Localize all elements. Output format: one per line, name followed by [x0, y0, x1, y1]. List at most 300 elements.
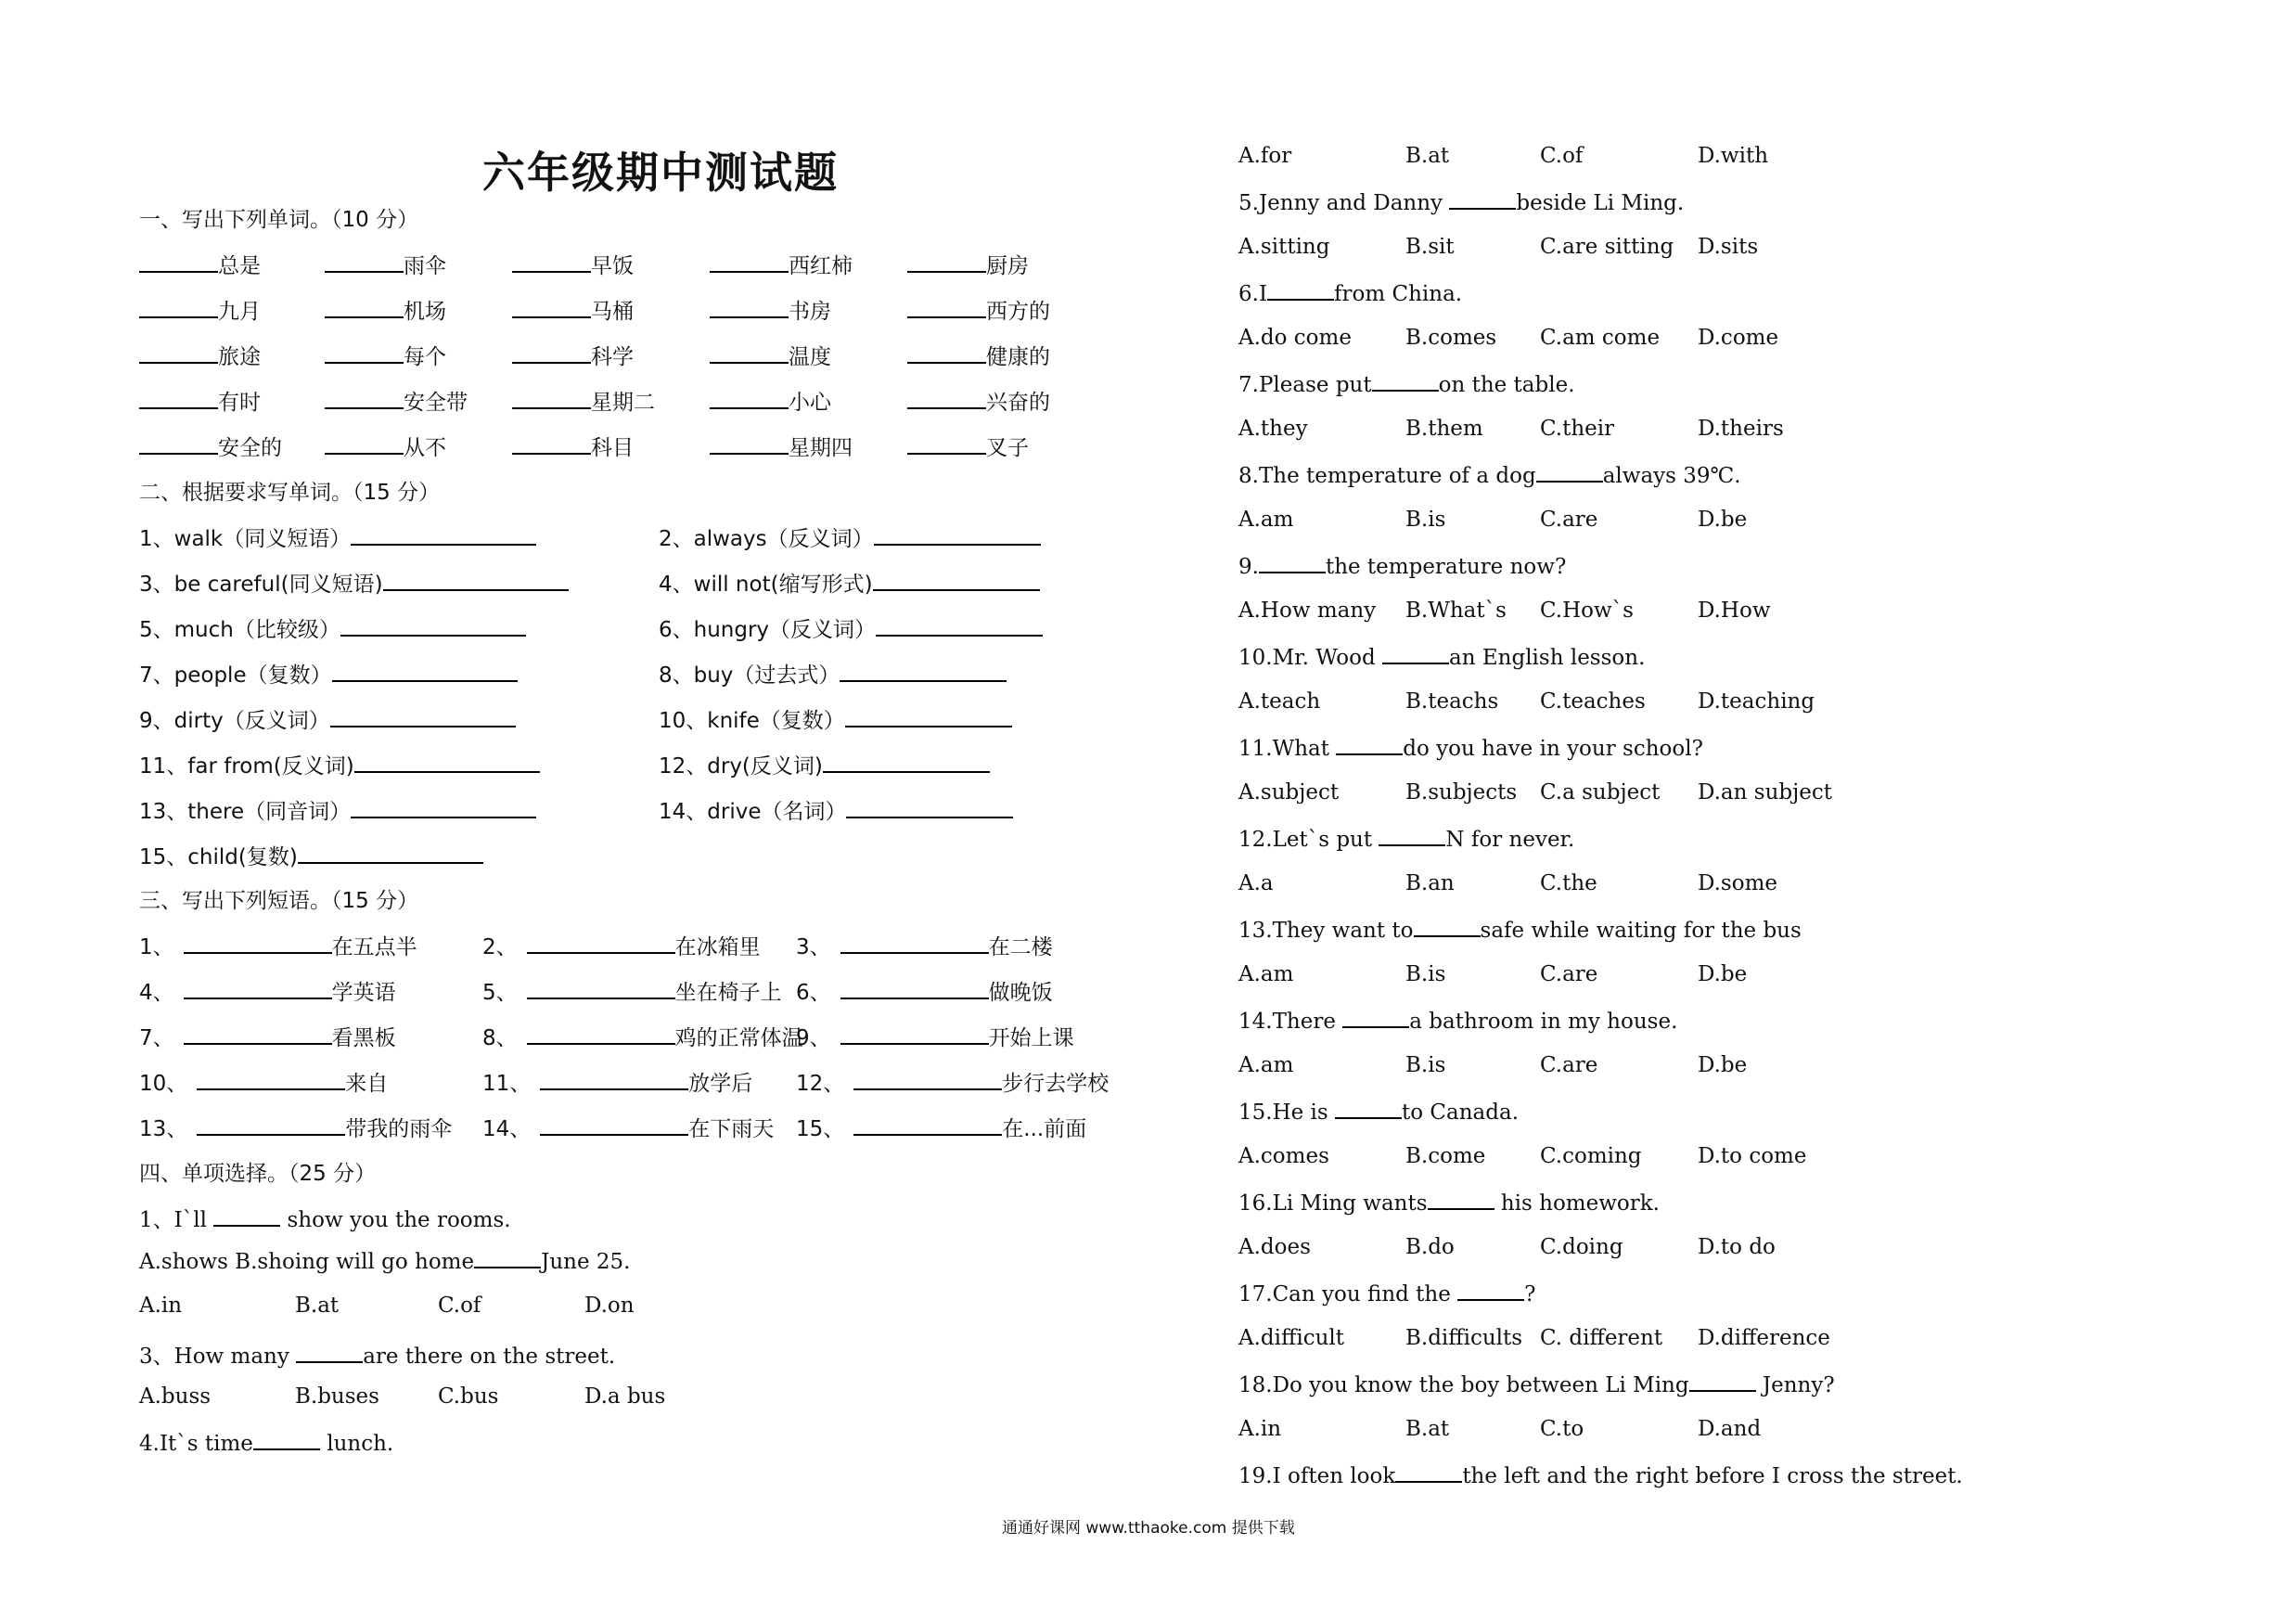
phrase-number: 2、: [482, 935, 518, 959]
vocab-item: [139, 294, 261, 325]
phrase-item: [796, 1021, 1074, 1051]
answer-option[interactable]: C.to: [1540, 1417, 1584, 1441]
answer-blank[interactable]: [874, 525, 1041, 546]
answer-blank[interactable]: [512, 252, 591, 273]
vocab-word: 科学: [591, 345, 634, 369]
answer-blank[interactable]: [330, 707, 516, 727]
vocab-word: 九月: [218, 300, 261, 324]
answer-option[interactable]: C. different: [1540, 1326, 1663, 1350]
answer-blank[interactable]: [1414, 917, 1481, 937]
answer-option[interactable]: D.to do: [1698, 1235, 1776, 1259]
vocab-word: 书房: [789, 300, 831, 324]
question-text: N for never.: [1445, 828, 1575, 852]
question-line: [1238, 644, 1645, 670]
answer-option[interactable]: D.sits: [1698, 235, 1759, 259]
answer-option[interactable]: B.What`s: [1405, 599, 1507, 623]
answer-blank[interactable]: [907, 434, 986, 455]
phrase-text: 步行去学校: [1002, 1072, 1110, 1096]
word-form-prompt: 6、hungry（反义词）: [659, 618, 877, 642]
vocab-word: 每个: [404, 345, 446, 369]
question-line: [139, 1430, 393, 1456]
vocab-word: 科目: [591, 436, 634, 460]
vocab-item: [512, 294, 634, 325]
answer-blank[interactable]: [139, 298, 218, 318]
answer-blank[interactable]: [139, 389, 218, 409]
answer-blank[interactable]: [1379, 826, 1445, 846]
answer-option[interactable]: B.teachs: [1405, 689, 1499, 714]
phrase-number: 1、: [139, 935, 174, 959]
answer-option[interactable]: C.coming: [1540, 1144, 1642, 1168]
answer-option[interactable]: A.am: [1238, 1053, 1294, 1077]
phrase-item: [482, 1021, 803, 1051]
phrase-item: [139, 975, 396, 1006]
phrase-number: 14、: [482, 1117, 532, 1141]
answer-option[interactable]: A.sitting: [1238, 235, 1330, 259]
answer-blank[interactable]: [296, 1343, 363, 1363]
answer-option[interactable]: C.a subject: [1540, 780, 1661, 805]
answer-blank[interactable]: [907, 389, 986, 409]
phrase-number: 9、: [796, 1026, 831, 1050]
answer-option[interactable]: B.buses: [295, 1384, 379, 1409]
answer-blank[interactable]: [354, 753, 540, 773]
phrase-text: 看黑板: [331, 1026, 396, 1050]
answer-option[interactable]: D.an subject: [1698, 780, 1832, 805]
question-text: 10.Mr. Wood: [1238, 646, 1383, 670]
answer-option[interactable]: D.teaching: [1698, 689, 1815, 714]
question-text: 8.The temperature of a dog: [1238, 464, 1536, 488]
vocab-word: 旅途: [218, 345, 261, 369]
answer-option[interactable]: A.subject: [1238, 780, 1340, 805]
word-form-item: [659, 658, 1007, 689]
question-line: [1238, 553, 1566, 579]
question-text: 9.: [1238, 555, 1259, 579]
answer-blank[interactable]: [853, 1115, 1002, 1136]
answer-option[interactable]: A.buss: [139, 1384, 212, 1409]
question-line: [1238, 1462, 1963, 1488]
answer-option[interactable]: D.on: [584, 1294, 635, 1318]
answer-blank[interactable]: [512, 389, 591, 409]
answer-blank[interactable]: [184, 933, 332, 954]
answer-blank[interactable]: [710, 298, 789, 318]
question-text: Jenny?: [1755, 1373, 1835, 1397]
word-form-item: [659, 703, 1012, 734]
answer-option[interactable]: B.at: [295, 1294, 340, 1318]
vocab-item: [710, 431, 853, 461]
answer-blank[interactable]: [1267, 280, 1334, 301]
answer-blank[interactable]: [213, 1206, 280, 1227]
question-text: 4.It`s time: [139, 1432, 253, 1456]
answer-blank[interactable]: [474, 1248, 541, 1268]
word-form-prompt: 10、knife（复数）: [659, 709, 845, 733]
vocab-word: 雨伞: [404, 254, 446, 278]
answer-blank[interactable]: [1335, 1099, 1402, 1119]
phrase-item: [796, 1112, 1086, 1142]
answer-blank[interactable]: [184, 1024, 332, 1045]
vocab-item: [710, 249, 853, 279]
answer-option[interactable]: C.bus: [438, 1384, 499, 1409]
answer-blank[interactable]: [325, 252, 404, 273]
answer-blank[interactable]: [907, 252, 986, 273]
vocab-item: [907, 431, 1029, 461]
vocab-item: [907, 340, 1050, 370]
answer-blank[interactable]: [540, 1070, 688, 1090]
question-text: A.shows B.shoing will go home: [139, 1250, 475, 1274]
answer-blank[interactable]: [1536, 462, 1603, 483]
vocab-word: 马桶: [591, 300, 634, 324]
question-text: ?: [1524, 1282, 1536, 1307]
phrase-text: 坐在椅子上: [674, 981, 782, 1005]
answer-option[interactable]: B.sit: [1405, 235, 1455, 259]
answer-blank[interactable]: [1689, 1371, 1756, 1392]
question-text: 5.Jenny and Danny: [1238, 191, 1450, 215]
phrase-number: 5、: [482, 981, 518, 1005]
vocab-word: 安全的: [218, 436, 282, 460]
answer-blank[interactable]: [1342, 1008, 1409, 1028]
answer-blank[interactable]: [512, 434, 591, 455]
answer-option[interactable]: A.in: [1238, 1417, 1282, 1441]
answer-option[interactable]: A.am: [1238, 508, 1294, 532]
answer-option[interactable]: C.are: [1540, 508, 1598, 532]
answer-blank[interactable]: [840, 979, 989, 999]
vocab-item: [710, 385, 831, 416]
word-form-item: [139, 840, 483, 870]
vocab-item: [512, 431, 634, 461]
answer-option[interactable]: D.theirs: [1698, 417, 1784, 441]
word-form-item: [139, 567, 569, 598]
question-text: 12.Let`s put: [1238, 828, 1379, 852]
answer-blank[interactable]: [710, 434, 789, 455]
answer-option[interactable]: A.do come: [1238, 326, 1352, 350]
vocab-item: [907, 249, 1029, 279]
phrase-text: 带我的雨伞: [345, 1117, 453, 1141]
answer-blank[interactable]: [527, 1024, 675, 1045]
question-line: [1238, 735, 1703, 761]
word-form-prompt: 1、walk（同义短语）: [139, 527, 352, 551]
word-form-prompt: 14、drive（名词）: [659, 800, 847, 824]
question-text: 19.I often look: [1238, 1464, 1396, 1488]
answer-blank[interactable]: [325, 343, 404, 364]
answer-option[interactable]: A.How many: [1238, 599, 1377, 623]
question-line: [1238, 189, 1684, 215]
answer-option[interactable]: D.a bus: [584, 1384, 666, 1409]
answer-option[interactable]: A.does: [1238, 1235, 1311, 1259]
word-form-prompt: 2、always（反义词）: [659, 527, 874, 551]
answer-blank[interactable]: [1382, 644, 1449, 664]
phrase-number: 6、: [796, 981, 831, 1005]
answer-blank[interactable]: [846, 798, 1013, 818]
section-3-heading: 三、写出下列短语。（15 分）: [139, 889, 419, 913]
question-text: do you have in your school?: [1403, 737, 1703, 761]
word-form-item: [139, 703, 516, 734]
answer-option[interactable]: A.for: [1238, 144, 1292, 168]
answer-blank[interactable]: [1449, 189, 1516, 210]
answer-blank[interactable]: [1372, 371, 1439, 392]
answer-blank[interactable]: [1428, 1190, 1494, 1210]
vocab-word: 健康的: [986, 345, 1050, 369]
word-form-prompt: 3、be careful(同义短语): [139, 573, 383, 597]
vocab-item: [139, 249, 261, 279]
answer-blank[interactable]: [325, 434, 404, 455]
answer-blank[interactable]: [540, 1115, 688, 1136]
question-line: [1238, 1190, 1660, 1216]
answer-blank[interactable]: [351, 525, 536, 546]
phrase-number: 7、: [139, 1026, 174, 1050]
answer-option[interactable]: C.How`s: [1540, 599, 1634, 623]
answer-option[interactable]: B.comes: [1405, 326, 1497, 350]
phrase-number: 4、: [139, 981, 174, 1005]
vocab-word: 星期二: [591, 391, 655, 415]
answer-option[interactable]: A.teach: [1238, 689, 1321, 714]
vocab-word: 机场: [404, 300, 446, 324]
answer-blank[interactable]: [139, 343, 218, 364]
answer-blank[interactable]: [840, 933, 989, 954]
answer-blank[interactable]: [840, 1024, 989, 1045]
question-text: always 39℃.: [1602, 464, 1741, 488]
answer-option[interactable]: D.be: [1698, 962, 1748, 986]
section-4-heading: 四、单项选择。（25 分）: [139, 1162, 377, 1186]
vocab-word: 兴奋的: [986, 391, 1050, 415]
vocab-item: [512, 385, 655, 416]
phrase-number: 3、: [796, 935, 831, 959]
question-line: [139, 1203, 511, 1233]
question-text: the left and the right before I cross the street.: [1462, 1464, 1963, 1488]
word-form-item: [659, 612, 1043, 643]
answer-blank[interactable]: [527, 933, 675, 954]
answer-option[interactable]: B.an: [1405, 871, 1455, 895]
phrase-item: [482, 1066, 752, 1097]
answer-option[interactable]: C.teaches: [1540, 689, 1646, 714]
vocab-item: [325, 340, 446, 370]
vocab-item: [139, 385, 261, 416]
answer-blank[interactable]: [1336, 735, 1403, 755]
word-form-item: [139, 658, 518, 689]
answer-option[interactable]: D.and: [1698, 1417, 1762, 1441]
answer-option[interactable]: C.am come: [1540, 326, 1661, 350]
word-form-prompt: 7、people（复数）: [139, 663, 332, 688]
vocab-word: 西红柿: [789, 254, 853, 278]
answer-option[interactable]: C.are: [1540, 962, 1598, 986]
answer-blank[interactable]: [340, 616, 526, 637]
answer-blank[interactable]: [840, 662, 1007, 682]
phrase-text: 在五点半: [331, 935, 417, 959]
answer-option[interactable]: A.comes: [1238, 1144, 1329, 1168]
question-text: are there on the street.: [363, 1345, 616, 1369]
question-text: on the table.: [1438, 373, 1575, 397]
question-text: beside Li Ming.: [1516, 191, 1685, 215]
answer-blank[interactable]: [184, 979, 332, 999]
question-text: an English lesson.: [1449, 646, 1646, 670]
answer-blank[interactable]: [139, 434, 218, 455]
question-line: [139, 1248, 630, 1274]
answer-option[interactable]: A.difficult: [1238, 1326, 1344, 1350]
word-form-prompt: 13、there（同音词）: [139, 800, 352, 824]
word-form-item: [139, 749, 540, 779]
question-text: 17.Can you find the: [1238, 1282, 1458, 1307]
answer-blank[interactable]: [139, 252, 218, 273]
question-line: [139, 1339, 615, 1370]
answer-option[interactable]: A.am: [1238, 962, 1294, 986]
answer-option[interactable]: B.come: [1405, 1144, 1486, 1168]
question-text: his homework.: [1494, 1191, 1660, 1216]
answer-blank[interactable]: [845, 707, 1012, 727]
vocab-item: [325, 431, 446, 461]
phrase-item: [482, 975, 782, 1006]
word-form-item: [139, 794, 536, 825]
answer-blank[interactable]: [823, 753, 990, 773]
answer-blank[interactable]: [253, 1430, 320, 1450]
answer-blank[interactable]: [710, 252, 789, 273]
phrase-text: 学英语: [331, 981, 396, 1005]
answer-option[interactable]: D.with: [1698, 144, 1769, 168]
vocab-word: 厨房: [986, 254, 1029, 278]
section-1-heading: 一、写出下列单词。（10 分）: [139, 208, 419, 232]
phrase-text: 在...前面: [1002, 1117, 1087, 1141]
question-text: 11.What: [1238, 737, 1337, 761]
answer-blank[interactable]: [351, 798, 536, 818]
answer-option[interactable]: A.they: [1238, 417, 1308, 441]
question-text: show you the rooms.: [280, 1208, 511, 1232]
answer-option[interactable]: C.the: [1540, 871, 1597, 895]
answer-blank[interactable]: [383, 571, 569, 591]
question-text: June 25.: [541, 1250, 631, 1274]
answer-blank[interactable]: [1457, 1281, 1524, 1301]
vocab-item: [325, 385, 468, 416]
page-title: 六年级期中测试题: [482, 148, 839, 198]
answer-blank[interactable]: [710, 343, 789, 364]
answer-blank[interactable]: [710, 389, 789, 409]
phrase-number: 8、: [482, 1026, 518, 1050]
answer-option[interactable]: B.at: [1405, 1417, 1450, 1441]
answer-blank[interactable]: [332, 662, 518, 682]
question-text: safe while waiting for the bus: [1480, 919, 1802, 943]
question-line: [1238, 1008, 1677, 1034]
answer-option[interactable]: C.are sitting: [1540, 235, 1674, 259]
phrase-text: 在下雨天: [688, 1117, 775, 1141]
answer-option[interactable]: B.do: [1405, 1235, 1455, 1259]
word-form-item: [659, 749, 990, 779]
phrase-number: 15、: [796, 1117, 845, 1141]
answer-option[interactable]: B.subjects: [1405, 780, 1518, 805]
vocab-word: 西方的: [986, 300, 1050, 324]
answer-blank[interactable]: [907, 343, 986, 364]
vocab-word: 叉子: [986, 436, 1029, 460]
answer-blank[interactable]: [512, 298, 591, 318]
word-form-item: [659, 567, 1040, 598]
question-line: [1238, 371, 1575, 397]
question-text: lunch.: [319, 1432, 394, 1456]
question-text: to Canada.: [1402, 1101, 1520, 1125]
answer-option[interactable]: D.come: [1698, 326, 1779, 350]
answer-option[interactable]: B.is: [1405, 962, 1446, 986]
question-line: [1238, 917, 1802, 943]
vocab-word: 星期四: [789, 436, 853, 460]
answer-blank[interactable]: [325, 389, 404, 409]
word-form-prompt: 5、much（比较级）: [139, 618, 340, 642]
question-line: [1238, 1371, 1835, 1397]
question-text: 13.They want to: [1238, 919, 1414, 943]
phrase-text: 在冰箱里: [674, 935, 761, 959]
phrase-text: 做晚饭: [988, 981, 1053, 1005]
phrase-number: 12、: [796, 1072, 845, 1096]
answer-option[interactable]: C.their: [1540, 417, 1615, 441]
answer-option[interactable]: B.at: [1405, 144, 1450, 168]
word-form-prompt: 4、will not(缩写形式): [659, 573, 873, 597]
answer-option[interactable]: D.difference: [1698, 1326, 1830, 1350]
vocab-word: 有时: [218, 391, 261, 415]
answer-option[interactable]: D.How: [1698, 599, 1771, 623]
answer-blank[interactable]: [907, 298, 986, 318]
answer-blank[interactable]: [325, 298, 404, 318]
word-form-prompt: 11、far from(反义词): [139, 754, 354, 779]
phrase-item: [139, 1066, 388, 1097]
phrase-item: [139, 930, 417, 960]
vocab-word: 早饭: [591, 254, 634, 278]
answer-blank[interactable]: [876, 616, 1043, 637]
answer-option[interactable]: B.is: [1405, 508, 1446, 532]
word-form-item: [139, 521, 536, 552]
phrase-item: [796, 1066, 1109, 1097]
answer-option[interactable]: D.some: [1698, 871, 1778, 895]
vocab-item: [710, 294, 831, 325]
word-form-item: [659, 794, 1013, 825]
answer-blank[interactable]: [512, 343, 591, 364]
phrase-number: 11、: [482, 1072, 532, 1096]
answer-option[interactable]: B.is: [1405, 1053, 1446, 1077]
answer-blank[interactable]: [298, 843, 483, 864]
vocab-item: [139, 340, 261, 370]
phrase-number: 10、: [139, 1072, 188, 1096]
question-line: [1238, 462, 1741, 488]
answer-option[interactable]: A.in: [139, 1294, 183, 1318]
vocab-word: 安全带: [404, 391, 468, 415]
answer-blank[interactable]: [1259, 553, 1326, 573]
question-text: 7.Please put: [1238, 373, 1372, 397]
word-form-prompt: 12、dry(反义词): [659, 754, 823, 779]
question-text: the temperature now?: [1325, 555, 1567, 579]
answer-option[interactable]: C.of: [1540, 144, 1584, 168]
answer-option[interactable]: B.difficults: [1405, 1326, 1523, 1350]
answer-option[interactable]: B.them: [1405, 417, 1483, 441]
vocab-item: [325, 294, 446, 325]
answer-option[interactable]: D.be: [1698, 1053, 1748, 1077]
question-text: 15.He is: [1238, 1101, 1336, 1125]
vocab-item: [139, 431, 282, 461]
vocab-item: [907, 385, 1050, 416]
vocab-item: [512, 249, 634, 279]
question-line: [1238, 826, 1574, 852]
answer-blank[interactable]: [197, 1115, 345, 1136]
answer-option[interactable]: D.to come: [1698, 1144, 1807, 1168]
answer-blank[interactable]: [1395, 1462, 1462, 1483]
answer-option[interactable]: C.of: [438, 1294, 481, 1318]
answer-blank[interactable]: [527, 979, 675, 999]
answer-blank[interactable]: [873, 571, 1040, 591]
vocab-item: [907, 294, 1050, 325]
answer-blank[interactable]: [197, 1070, 345, 1090]
phrase-item: [139, 1021, 396, 1051]
answer-option[interactable]: D.be: [1698, 508, 1748, 532]
answer-option[interactable]: A.a: [1238, 871, 1274, 895]
answer-blank[interactable]: [853, 1070, 1002, 1090]
answer-option[interactable]: C.are: [1540, 1053, 1598, 1077]
phrase-item: [796, 975, 1053, 1006]
question-text: 14.There: [1238, 1010, 1343, 1034]
question-text: 3、How many: [139, 1345, 297, 1369]
question-text: 6.I: [1238, 282, 1268, 306]
word-form-item: [139, 612, 526, 643]
answer-option[interactable]: C.doing: [1540, 1235, 1623, 1259]
question-text: from China.: [1334, 282, 1463, 306]
